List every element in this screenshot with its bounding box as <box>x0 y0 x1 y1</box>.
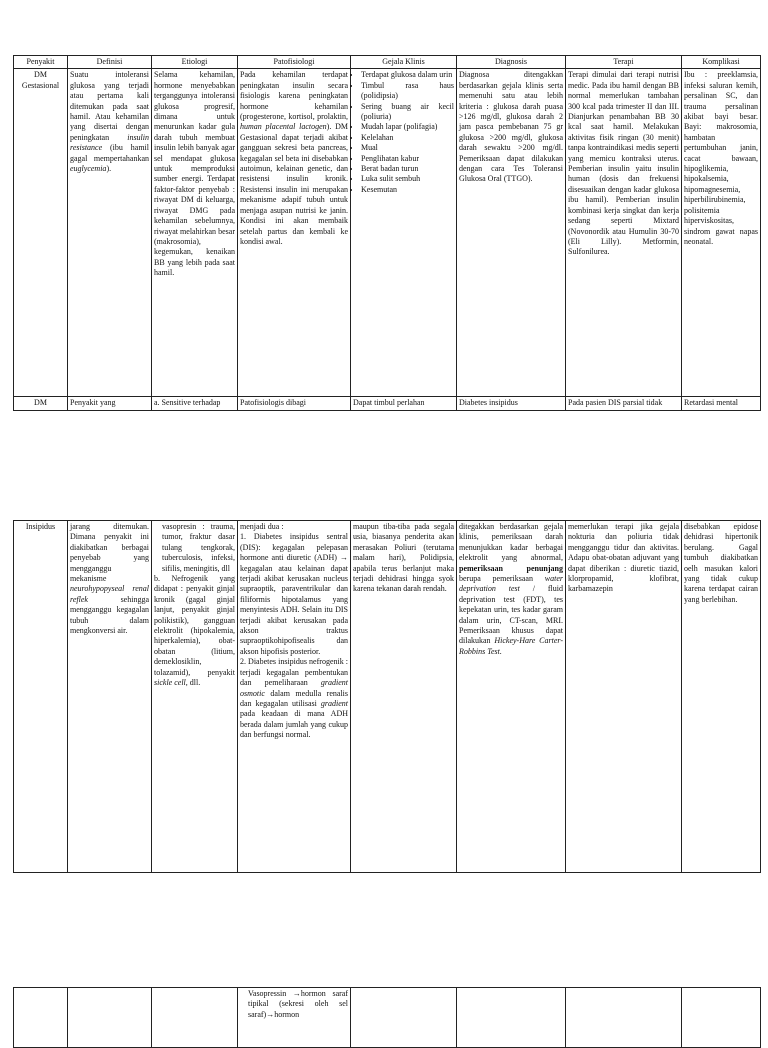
symptom-list <box>353 70 454 195</box>
text-seg: ). DM Gestasional dapat terjadi akibat gangguan sekresi beta pancreas, kegagalan sel beta ini disebabkan autoimun, kelainan genetic, dan resistensi insulin kronik. Resistensi insulin ini merupakan mekanisme adapif tubuh untuk menjaga asupan nutrisi ke janin. Kondisi ini akan membaik setelah partus dan kembali ke kondisi awal. <box>240 122 348 246</box>
header-gejala-klinis: Gejala Klinis <box>351 56 457 69</box>
list-item: • Mual <box>361 143 454 153</box>
pato-point-1: 1. Diabetes insipidus sentral (DIS): kegagalan pelepasan hormone anti diuretic (ADH) → kegagalan atau kelainan dapat terjadi akibat kerusakan nucleus supraoptik, paraventrikular dan filiformis hipotalamus yang menyintesis ADH. Selain itu DIS terjadi akibat kerusakan pada akson traktus supraoptikohipofisealis dan akson hipofisis posterior. <box>240 532 348 656</box>
cell-gejala-klinis <box>351 69 457 397</box>
header-terapi: Terapi <box>566 56 682 69</box>
cell-etiologi <box>152 988 238 1048</box>
disease-table-1 <box>13 55 761 411</box>
cell-diagnosis: Diagnosa ditengakkan berdasarkan gejala klinis serta memenuhi satu atau lebih kriteria : glukosa darah puasa >126 mg/dl, glukosa darah 2 jam pasca pembebanan 75 gr glukosa >200 mg/dl, glukosa darah sewaktu >200 mg/dl. Pemeriksaan dapat dilakukan dengan cara Tes Toleransi Glukosa Oral (TTGO). <box>457 69 566 397</box>
table-row-continued <box>14 988 761 1048</box>
pato-intro: menjadi dua : <box>240 522 284 531</box>
pato-point-2 <box>240 657 348 740</box>
text-seg: pemeriksaan penunjang <box>459 563 563 573</box>
disease-table-2 <box>13 520 761 873</box>
cell-patofisiologi: Vasopressin →hormon saraf tipikal (sekresi oleh sel saraf)→hormon <box>238 988 351 1048</box>
cell-gejala-klinis: Dapat timbul perlahan <box>351 397 457 410</box>
text-seg: pada keadaan di mana ADH berada dalam jumlah yang cukup dan berfungsi normal. <box>240 709 348 740</box>
list-item: • Kesemutan <box>361 185 454 195</box>
cell-terapi <box>566 988 682 1048</box>
text-seg: 2. Diabetes insipidus nefrogenik : terjadi kegagalan pembentukan dan pemeliharaan <box>240 657 348 688</box>
text-seg: ). <box>106 164 112 174</box>
cell-definisi <box>68 988 152 1048</box>
cell-gejala-klinis: maupun tiba-tiba pada segala usia, biasanya penderita akan merasakan Poliuri (terutama malam hari), Polidipsia, apabila terus berlanjut maka terjadi dehidrasi hingga syok karena tekanan darah rendah. <box>351 521 457 873</box>
cell-definisi <box>68 69 152 397</box>
table-part-1 <box>13 55 760 411</box>
header-patofisiologi: Patofisiologi <box>238 56 351 69</box>
etiologi-a: vasopresin : trauma, tumor, fraktur dasar tulang tengkorak, tuberculosis, infeksi, sifilis, meningitis, dll <box>162 522 235 573</box>
cell-definisi: Penyakit yang <box>68 397 152 410</box>
cell-terapi: memerlukan terapi jika gejala nokturia dan poliuria tidak mengganggu tidur dan aktivitas. Adapu obat-obatan adjuvant yang dapat diberikan : diuretic tiazid, klorpropamid, klofibrat, karbamazepin <box>566 521 682 873</box>
text-seg: berupa pemeriksaan <box>459 574 545 584</box>
header-row <box>14 56 761 69</box>
list-item: • Luka sulit sembuh <box>361 174 454 184</box>
header-penyakit: Penyakit <box>14 56 68 69</box>
text-seg: Hickey-Hare Carter-Robbins Test. <box>459 636 563 656</box>
list-item: • Terdapat glukosa dalam urin <box>361 70 454 80</box>
cell-komplikasi: Retardasi mental <box>682 397 761 410</box>
cell-patofisiologi <box>238 521 351 873</box>
table-part-3 <box>13 987 760 1048</box>
text-seg: water deprivation test <box>459 574 563 594</box>
text-seg: / fluid deprivation test (FDT), tes kepekatan urin, tes kadar garam dalam urin, CT-scan, MRI. Pemeriksaan khusus dapat dilakukan <box>459 584 563 646</box>
text-seg: gradient <box>320 698 348 708</box>
etiologi-b <box>154 574 235 688</box>
header-etiologi: Etiologi <box>152 56 238 69</box>
header-definisi: Definisi <box>68 56 152 69</box>
cell-penyakit: Insipidus <box>14 521 68 873</box>
list-item: • Penglihatan kabur <box>361 154 454 164</box>
cell-komplikasi <box>682 988 761 1048</box>
text-seg: Suatu intoleransi glukosa yang terjadi atau pertama kali ditemukan pada saat hamil. Atau kehamilan yang disertai dengan peningkatan <box>70 70 149 142</box>
cell-komplikasi: disebabkan epidose dehidrasi hipertonik berulang. Gagal tumbuh diakibatkan oelh masukan kalori yang tidak cukup karena terdapat cairan yang berlebihan. <box>682 521 761 873</box>
text-seg: b. Nefrogenik yang didapat : penyakit ginjal kronik (gagal ginjal lanjut, penyakit ginjal polikistik), gangguan elektrolit (hipokalemia, hiperkalemia), obat-obatan (litium, demeklosiklin, tolazamid), penyakit <box>154 574 235 677</box>
cell-gejala-klinis <box>351 988 457 1048</box>
text-seg: neurohypopyseal renal reflek <box>70 584 149 604</box>
cell-penyakit: DM Gestasional <box>14 69 68 397</box>
cell-etiologi: Selama kehamilan, hormone menyebabkan terganggunya intoleransi glukosa progresif, dimana untuk menurunkan kadar gula darah tubuh membuat insulin lebih banyak agar sel mendapat glukosa untuk memproduksi sumber energi. Terdapat faktor-faktor penyebab : riwayat DM di keluarga, riwayat DMG pada kehamilan sebelumnya, riwayat melahirkan besar (makrosomia), kegemukan, kenaikan BB yang lebih pada saat hamil. <box>152 69 238 397</box>
list-item: • Kelelahan <box>361 133 454 143</box>
text-seg: insulin resistance <box>70 132 149 153</box>
text-seg: sickle cell <box>154 678 186 688</box>
cell-etiologi: a. Sensitive terhadap <box>152 397 238 410</box>
cell-patofisiologi <box>238 69 351 397</box>
list-item: • Berat badan turun <box>361 164 454 174</box>
cell-etiologi <box>152 521 238 873</box>
text-seg: gradient osmotic <box>240 678 348 698</box>
table-row-dm-insipidus <box>14 521 761 873</box>
cell-patofisiologi: Patofisiologis dibagi <box>238 397 351 410</box>
text-seg: ditegakkan berdasarkan gejala klinis, pemeriksaan darah menunjukkan kadar berbagai elektrolit yang abnormal, <box>459 522 563 563</box>
text-seg: dalam medulla renalis dan kegagalan utilisasi <box>240 688 348 708</box>
list-item: • Mudah lapar (polifagia) <box>361 122 454 132</box>
cell-terapi: Pada pasien DIS parsial tidak <box>566 397 682 410</box>
cell-diagnosis <box>457 988 566 1048</box>
cell-penyakit: DM <box>14 397 68 410</box>
text-seg: (ibu hamil gagal mempertahankan <box>70 143 149 163</box>
header-komplikasi: Komplikasi <box>682 56 761 69</box>
text-seg: Pada kehamilan terdapat peningkatan insulin secara fisiologis karena peningkatan hormone kehamilan (progesterone, kortisol, prolaktin, <box>240 70 348 122</box>
cell-komplikasi: Ibu : preeklamsia, infeksi saluran kemih, persalinan SC, dan trauma persalinan akibat bayi besar. Bayi: makrosomia, hambatan pertumbuhan janin, cacat bawaan, hipoglikemia, hipokalsemia, hipomagnesemia, hiperbilirubinemia, polisitemia hiperviskositas, sindrom gawat napas neonatal. <box>682 69 761 397</box>
cell-penyakit <box>14 988 68 1048</box>
list-item: • Timbul rasa haus (polidipsia) <box>361 81 454 102</box>
cell-definisi <box>68 521 152 873</box>
cell-terapi: Terapi dimulai dari terapi nutrisi medic. Pada ibu hamil dengan BB normal memerlukan tambahan 300 kcal pada trimester II dan III. Dianjurkan penambahan BB 30 kcal saat hamil. Melakukan aktivitas fisik ringan (30 menit) tanpa kontraindikasi medis seperti yang memicu kontraksi uterus. Pemberian insulin yaitu insulin human (dosis dan frekuensi disesuaikan dengan kadar glukosa ibu hamil). Pemberian insulin kombinasi kerja singkat dan kerja sedang seperti Mixtard (Novonordik atau Humulin 30-70 (Eli Lilly). Metformin, Sulfonilurea. <box>566 69 682 397</box>
disease-table-3 <box>13 987 761 1048</box>
table-row-dm-gestasional <box>14 69 761 397</box>
text-seg: sehingga mengganggu kegagalan tubuh dalam mengkonversi air. <box>70 594 149 636</box>
table-part-2 <box>13 520 760 873</box>
text-seg: jarang ditemukan. Dimana penyakit ini diakibatkan berbagai penyebab yang mengganggu mekanisme <box>70 522 149 584</box>
list-item: • Sering buang air kecil (poliuria) <box>361 102 454 123</box>
text-seg: human placental lactogen <box>240 122 327 132</box>
text-seg: , dll. <box>185 678 201 688</box>
cell-diagnosis <box>457 521 566 873</box>
header-diagnosis: Diagnosis <box>457 56 566 69</box>
text-seg: euglycemia <box>70 164 107 174</box>
cell-diagnosis: Diabetes insipidus <box>457 397 566 410</box>
table-row-dm-insipidus-start <box>14 397 761 410</box>
